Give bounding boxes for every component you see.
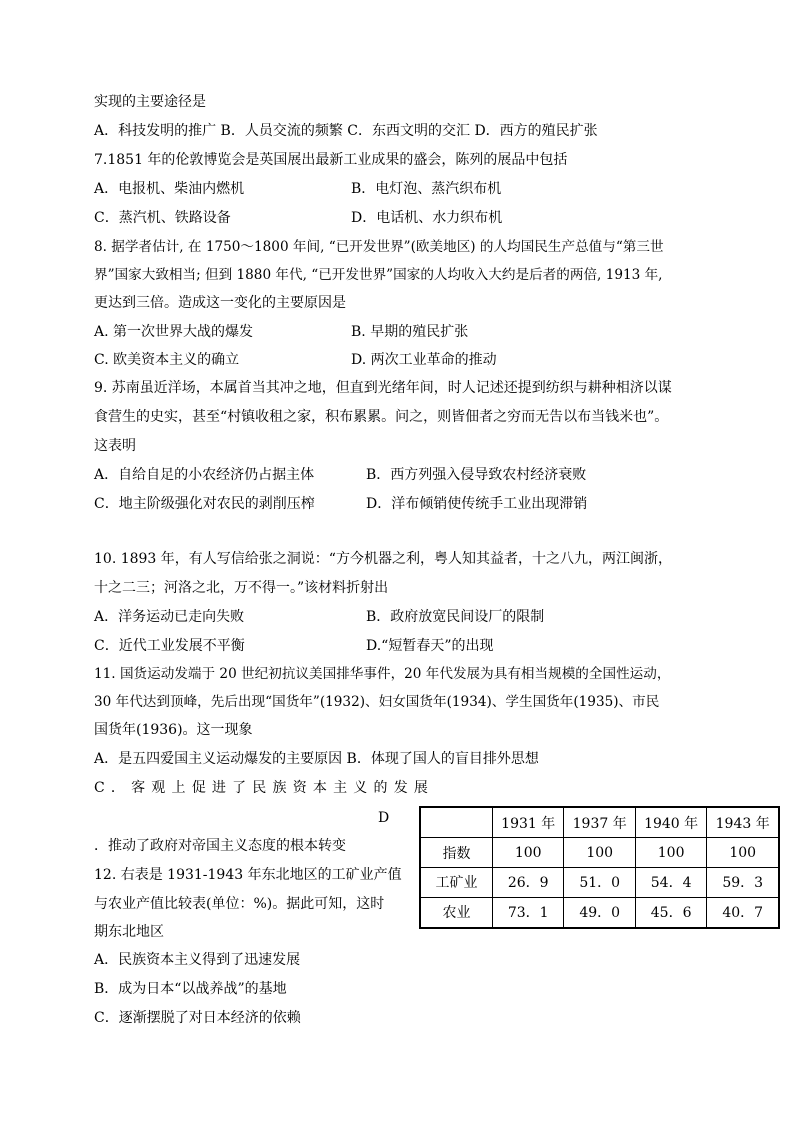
table-cell: 40．7 bbox=[707, 897, 779, 928]
table-row bbox=[420, 867, 779, 897]
table-cell: 45．6 bbox=[635, 897, 706, 928]
question-10-option-a: A．洋务运动已走向失败 bbox=[94, 609, 245, 625]
question-10-option-c: C．近代工业发展不平衡 bbox=[94, 638, 245, 654]
table-row-label: 工矿业 bbox=[420, 867, 493, 897]
question-11-stem-line-3: 国货年(1936)。这一现象 bbox=[94, 722, 253, 738]
question-10-option-d: D.“短暂春天”的出现 bbox=[366, 638, 494, 654]
question-12-stem-line-1: 12. 右表是 1931-1943 年东北地区的工矿业产值 bbox=[94, 867, 402, 883]
question-11-stem-line-2: 30 年代达到顶峰，先后出现“国货年”(1932)、妇女国货年(1934)、学生国货年(1935)、市民 bbox=[94, 694, 660, 710]
question-9-stem-line-3: 这表明 bbox=[94, 438, 136, 454]
question-10-option-b: B．政府放宽民间设厂的限制 bbox=[366, 609, 545, 625]
table-header-cell: 1931 年 bbox=[493, 807, 564, 838]
question-12-option-c: C．逐渐摆脱了对日本经济的依赖 bbox=[94, 1010, 301, 1026]
question-11-option-d: ．推动了政府对帝国主义态度的根本转变 bbox=[94, 838, 346, 854]
question-9-stem-line-1: 9. 苏南虽近洋场，本属首当其冲之地，但直到光绪年间，时人记述还提到纺织与耕种相济以谋 bbox=[94, 380, 672, 396]
question-stem-continuation: 实现的主要途径是 bbox=[94, 94, 206, 110]
table-cell: 54．4 bbox=[635, 867, 706, 897]
question-10-stem-line-1: 10. 1893 年，有人写信给张之洞说：“方今机器之利，粤人知其益者，十之八九，两江闽浙， bbox=[94, 551, 672, 567]
table-cell: 100 bbox=[707, 838, 779, 868]
question-8-option-b: B. 早期的殖民扩张 bbox=[351, 324, 469, 340]
question-8-option-d: D. 两次工业革命的推动 bbox=[351, 352, 497, 368]
question-11-option-c: C．客观上促进了民族资本主义的发展 bbox=[94, 780, 435, 796]
question-8-option-a: A. 第一次世界大战的爆发 bbox=[94, 324, 254, 340]
table-row bbox=[420, 838, 779, 868]
question-8-stem-line-3: 更达到三倍。造成这一变化的主要原因是 bbox=[94, 295, 346, 311]
table-row-label: 农业 bbox=[420, 897, 493, 928]
question-12-option-a: A．民族资本主义得到了迅速发展 bbox=[94, 952, 301, 968]
table-cell: 26．9 bbox=[493, 867, 564, 897]
table-row bbox=[420, 897, 779, 928]
table-cell: 73．1 bbox=[493, 897, 564, 928]
question-9-stem-line-2: 食营生的史实，甚至“村镇收租之家，积布累累。问之，则皆佃者之穷而无告以布当钱米也”。 bbox=[94, 409, 669, 425]
question-8-stem-line-1: 8. 据学者估计, 在 1750～1800 年间, “已开发世界”(欧美地区) 的人均国民生产总值与“第三世 bbox=[94, 239, 664, 255]
question-7-option-c: C．蒸汽机、铁路设备 bbox=[94, 210, 231, 226]
table-header-cell bbox=[420, 807, 493, 838]
question-12-stem-line-2: 与农业产值比较表(单位：%)。据此可知，这时 bbox=[94, 896, 385, 912]
output-value-table bbox=[419, 806, 780, 929]
table-header-cell: 1940 年 bbox=[635, 807, 706, 838]
question-9-option-c: C．地主阶级强化对农民的剥削压榨 bbox=[94, 496, 315, 512]
question-7-option-a: A．电报机、柴油内燃机 bbox=[94, 181, 245, 197]
table-header-cell: 1937 年 bbox=[564, 807, 635, 838]
question-9-option-b: B．西方列强入侵导致农村经济衰败 bbox=[366, 467, 587, 483]
question-7-option-b: B．电灯泡、蒸汽织布机 bbox=[351, 181, 502, 197]
table-cell: 100 bbox=[564, 838, 635, 868]
table-cell: 100 bbox=[493, 838, 564, 868]
table-row-label: 指数 bbox=[420, 838, 493, 868]
question-11-stem-line-1: 11. 国货运动发端于 20 世纪初抗议美国排华事件，20 年代发展为具有相当规模的全国性运动， bbox=[94, 666, 671, 682]
question-9-option-a: A．自给自足的小农经济仍占据主体 bbox=[94, 467, 315, 483]
question-9-option-d: D．洋布倾销使传统手工业出现滞销 bbox=[366, 496, 588, 512]
question-10-stem-line-2: 十之二三；河洛之北，万不得一。”该材料折射出 bbox=[94, 580, 389, 596]
question-12-option-b: B．成为日本“以战养战”的基地 bbox=[94, 981, 287, 997]
table-header-row bbox=[420, 807, 779, 838]
question-7-stem: 7.1851 年的伦敦博览会是英国展出最新工业成果的盛会，陈列的展品中包括 bbox=[94, 152, 568, 168]
question-8-option-c: C. 欧美资本主义的确立 bbox=[94, 352, 240, 368]
table-cell: 59．3 bbox=[707, 867, 779, 897]
table-cell: 51．0 bbox=[564, 867, 635, 897]
question-11-option-d-label: D bbox=[378, 810, 390, 826]
question-6-options: A．科技发明的推广 B．人员交流的频繁 C．东西文明的交汇 D．西方的殖民扩张 bbox=[94, 123, 598, 139]
table-header-cell: 1943 年 bbox=[707, 807, 779, 838]
table-cell: 49．0 bbox=[564, 897, 635, 928]
question-8-stem-line-2: 界”国家大致相当; 但到 1880 年代, “已开发世界”国家的人均收入大约是后者的两倍, 1913 年, bbox=[94, 267, 663, 283]
table-cell: 100 bbox=[635, 838, 706, 868]
question-7-option-d: D．电话机、水力织布机 bbox=[351, 210, 503, 226]
question-11-options-ab: A．是五四爱国主义运动爆发的主要原因 B．体现了国人的盲目排外思想 bbox=[94, 751, 539, 767]
question-12-stem-line-3: 期东北地区 bbox=[94, 924, 164, 940]
